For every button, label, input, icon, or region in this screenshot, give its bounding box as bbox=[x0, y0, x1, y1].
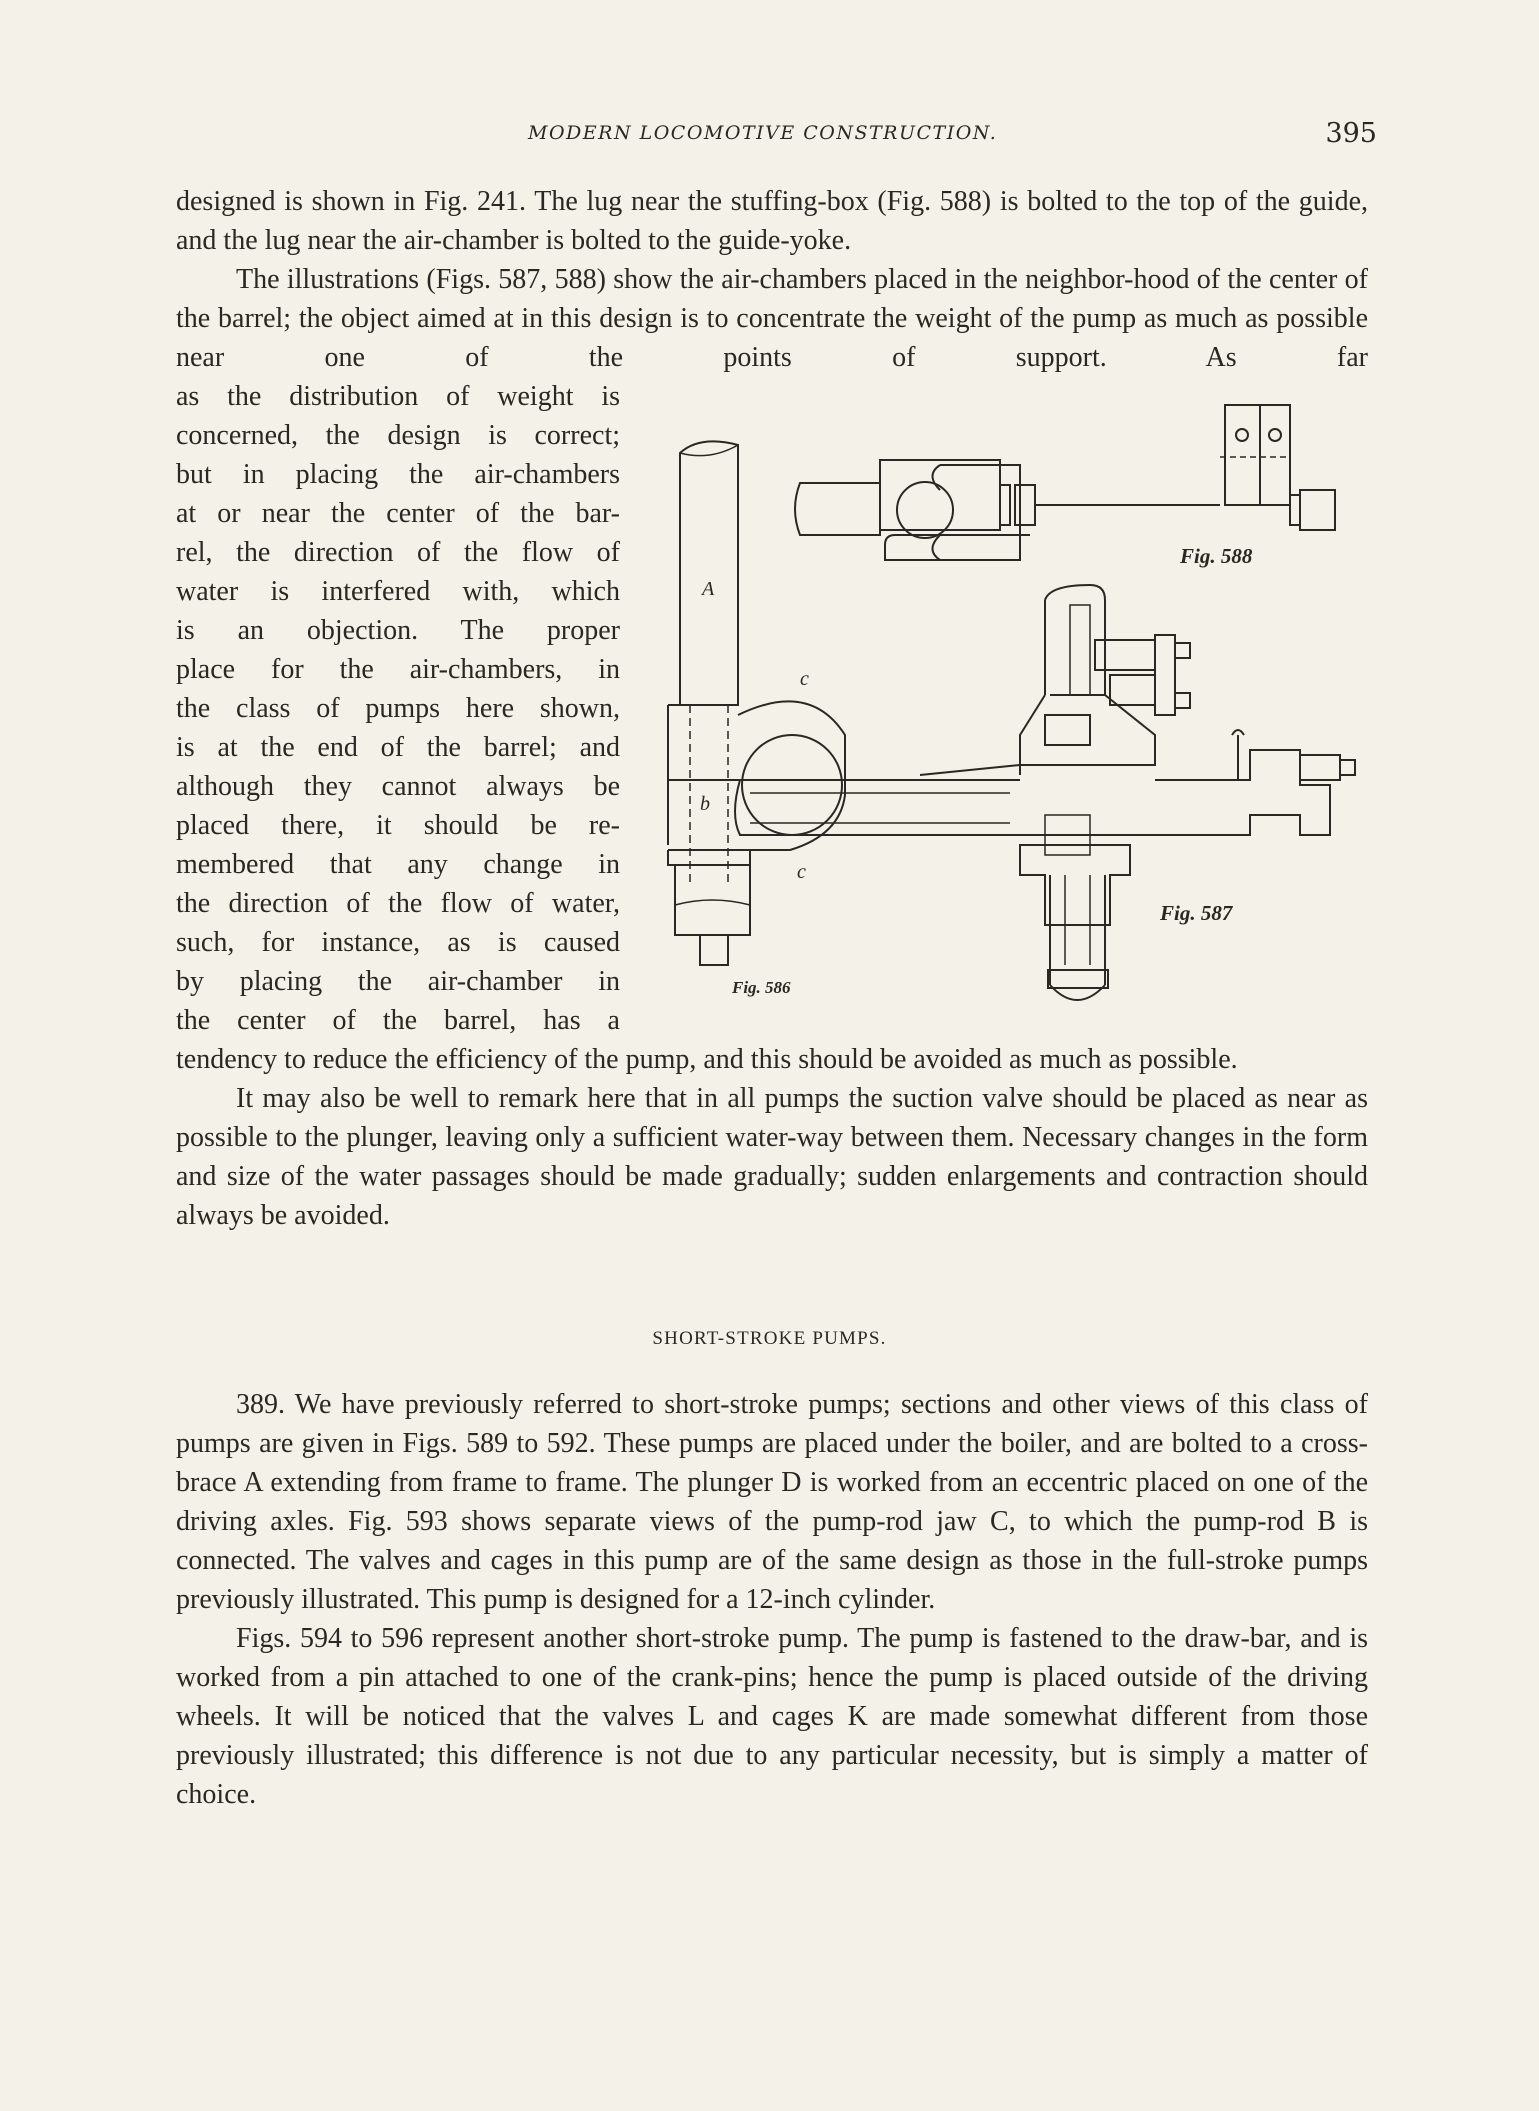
fig-586-label-c-bottom: c bbox=[797, 861, 806, 883]
wrap-line: but in placing the air-chambers bbox=[176, 459, 620, 490]
fig-586-label-A: A bbox=[702, 578, 715, 600]
wrap-line: membered that any change in bbox=[176, 849, 620, 880]
opening-paragraphs bbox=[176, 182, 1368, 377]
continuation-paragraphs bbox=[176, 1040, 1368, 1235]
wrap-line: is at the end of the barrel; and bbox=[176, 732, 620, 763]
fig-586-drawing bbox=[668, 441, 845, 965]
figures-586-587-588 bbox=[640, 395, 1360, 1015]
wrap-line: at or near the center of the bar- bbox=[176, 498, 620, 529]
wrap-line: by placing the air-chamber in bbox=[176, 966, 620, 997]
running-title: MODERN LOCOMOTIVE CONSTRUCTION. bbox=[528, 122, 998, 144]
wrap-line: such, for instance, as is caused bbox=[176, 927, 620, 958]
wrap-line: concerned, the design is correct; bbox=[176, 420, 620, 451]
wrap-line: although they cannot always be bbox=[176, 771, 620, 802]
fig-586-label-b: b bbox=[700, 793, 710, 815]
fig-586-label-c-top: c bbox=[800, 668, 809, 690]
fig-587-drawing bbox=[735, 585, 1355, 1000]
page-number: 395 bbox=[1325, 118, 1377, 149]
wrap-line: the center of the barrel, has a bbox=[176, 1005, 620, 1036]
wrap-line: is an objection. The proper bbox=[176, 615, 620, 646]
closing-paragraphs bbox=[176, 1385, 1368, 1814]
paragraph-2-intro: The illustrations (Figs. 587, 588) show the air-chambers placed in the neighbor-hood of the center of the barrel; the object aimed at in this design is to concentrate the weight of the pump as much as possible near one of the points of support. As far bbox=[176, 264, 1368, 373]
fig-587-caption: Fig. 587 bbox=[1160, 901, 1233, 925]
section-heading: SHORT-STROKE PUMPS. bbox=[652, 1328, 887, 1349]
wrap-line: place for the air-chambers, in bbox=[176, 654, 620, 685]
wrap-line: as the distribution of weight is bbox=[176, 381, 620, 412]
wrap-line: placed there, it should be re- bbox=[176, 810, 620, 841]
wrapped-text-column bbox=[176, 377, 620, 1040]
wrap-line: rel, the direction of the flow of bbox=[176, 537, 620, 568]
fig-588-caption: Fig. 588 bbox=[1180, 544, 1253, 568]
paragraph-2-end: tendency to reduce the efficiency of the pump, and this should be avoided as much as possible. bbox=[176, 1044, 1238, 1075]
wrap-line: the class of pumps here shown, bbox=[176, 693, 620, 724]
fig-588-drawing bbox=[795, 405, 1335, 560]
wrap-line: the direction of the flow of water, bbox=[176, 888, 620, 919]
paragraph-4: 389. We have previously referred to short-stroke pumps; sections and other views of this class of pumps are given in Figs. 589 to 592. These pumps are placed under the boiler, and are bolted to a cross-brace A extending from frame to frame. The plunger D is worked from an eccentric placed on one of the driving axles. Fig. 593 shows separate views of the pump-rod jaw C, to which the pump-rod B is connected. The valves and cages in this pump are of the same design as those in the full-stroke pumps previously illustrated. This pump is designed for a 12-inch cylinder. bbox=[176, 1389, 1368, 1615]
paragraph-1: designed is shown in Fig. 241. The lug near the stuffing-box (Fig. 588) is bolted to the top of the guide, and the lug near the air-chamber is bolted to the guide-yoke. bbox=[176, 186, 1368, 256]
wrap-line: water is interfered with, which bbox=[176, 576, 620, 607]
paragraph-3: It may also be well to remark here that in all pumps the suction valve should be placed as near as possible to the plunger, leaving only a sufficient water-way between them. Necessary changes in the form and size of the water passages should be made gradually; sudden enlargements and contraction should always be avoided. bbox=[176, 1083, 1368, 1231]
fig-586-caption: Fig. 586 bbox=[732, 978, 791, 997]
running-head bbox=[176, 118, 1376, 158]
paragraph-5: Figs. 594 to 596 represent another short-stroke pump. The pump is fastened to the draw-bar, and is worked from a pin attached to one of the crank-pins; hence the pump is placed outside of the driving wheels. It will be noticed that the valves L and cages K are made somewhat different from those previously illustrated; this difference is not due to any particular necessity, but is simply a matter of choice. bbox=[176, 1623, 1368, 1810]
